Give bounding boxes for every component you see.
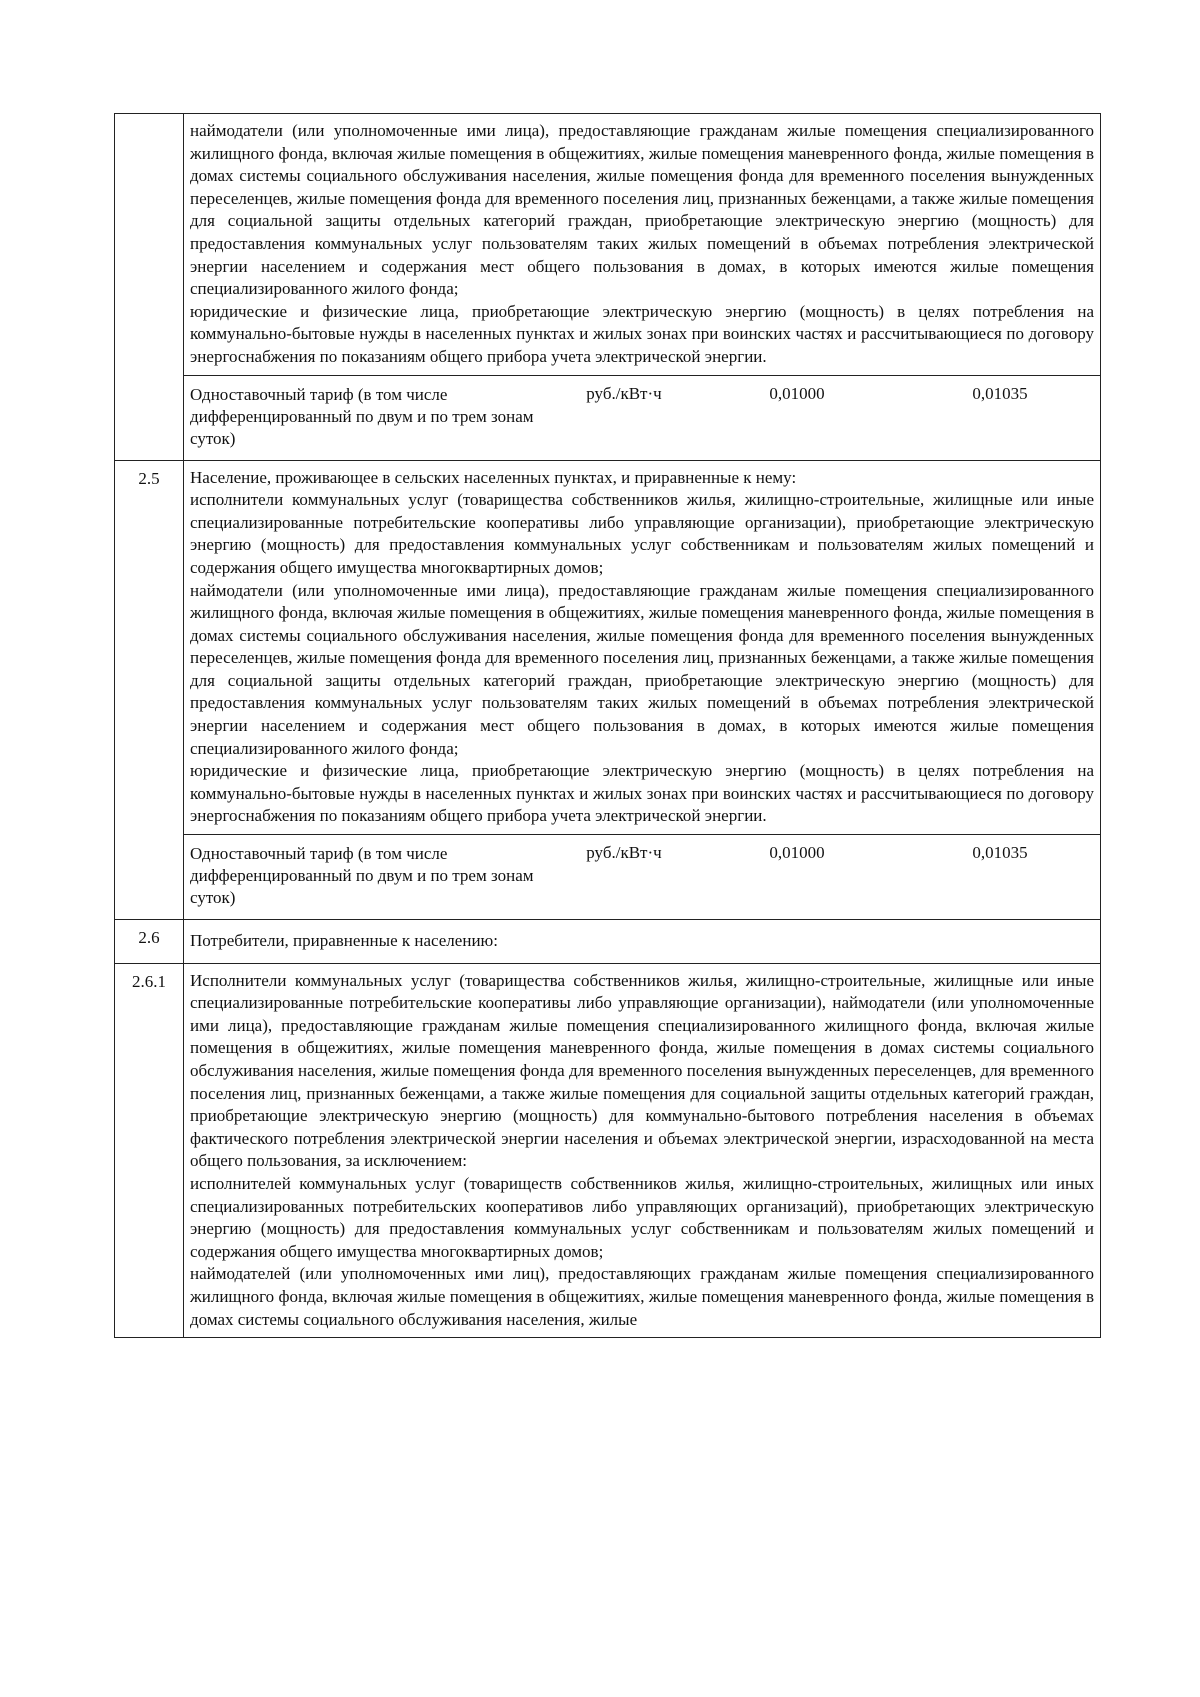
paragraph: юридические и физические лица, приобретающие электрическую энергию (мощность) в целях потребления на коммунально-бытовые нужды в населенных пунктах и жилых зонах при воинских частях и рассчитывающиеся по договору энергоснабжения по показаниям общего прибора учета электрической энергии. xyxy=(190,301,1094,366)
tariff-subtable xyxy=(184,835,1100,919)
row-number: 2.5 xyxy=(115,460,184,920)
table-row xyxy=(115,920,1101,964)
paragraph: Население, проживающее в сельских населенных пунктах, и приравненные к нему: xyxy=(190,467,797,487)
tariff-row xyxy=(115,835,1101,920)
tariff-value-2: 0,01035 xyxy=(972,843,1028,863)
tariff-value-1: 0,01000 xyxy=(769,843,825,863)
tariff-row xyxy=(115,375,1101,460)
category-text-cell xyxy=(184,963,1101,1338)
paragraph: юридические и физические лица, приобретающие электрическую энергию (мощность) в целях потребления на коммунально-бытовые нужды в населенных пунктах и жилых зонах при воинских частях и рассчитывающиеся по договору энергоснабжения по показаниям общего прибора учета электрической энергии. xyxy=(190,761,1094,826)
paragraph: наймодатели (или уполномоченные ими лица), предоставляющие гражданам жилые помещения специализированного жилищного фонда, включая жилые помещения в общежитиях, жилые помещения маневренного фонда, жилые помещения в домах системы социального обслуживания населения, жилые помещения фонда для временного поселения вынужденных переселенцев, жилые помещения фонда для временного поселения лиц, признанных беженцами, а также жилые помещения для социальной защиты отдельных категорий граждан, приобретающие электрическую энергию (мощность) для предоставления коммунальных услуг пользователям таких жилых помещений в объемах потребления электрической энергии населением и содержания мест общего пользования в домах, в которых имеются жилые помещения специализированного жилого фонда; xyxy=(190,580,1094,758)
tariff-value-1: 0,01000 xyxy=(769,383,825,403)
category-text-cell xyxy=(184,114,1101,376)
tariff-unit: руб./кВт·ч xyxy=(586,383,662,403)
table-row xyxy=(115,963,1101,1338)
table-row xyxy=(115,114,1101,376)
tariff-cell xyxy=(184,375,1101,460)
row-number: 2.6.1 xyxy=(115,963,184,1338)
row-number-cell xyxy=(115,114,184,461)
tariff-name: Одноставочный тариф (в том числе дифференцированный по двум и по трем зонам суток) xyxy=(190,384,534,448)
paragraph: наймодатели (или уполномоченные ими лица), предоставляющие гражданам жилые помещения специализированного жилищного фонда, включая жилые помещения в общежитиях, жилые помещения маневренного фонда, жилые помещения в домах системы социального обслуживания населения, жилые помещения фонда для временного поселения вынужденных переселенцев, жилые помещения фонда для временного поселения лиц, признанных беженцами, а также жилые помещения для социальной защиты отдельных категорий граждан, приобретающие электрическую энергию (мощность) для предоставления коммунальных услуг пользователям таких жилых помещений в объемах потребления электрической энергии населением и содержания мест общего пользования в домах, в которых имеются жилые помещения специализированного жилого фонда; xyxy=(190,121,1094,299)
tariff-unit: руб./кВт·ч xyxy=(586,843,662,863)
category-heading: Потребители, приравненные к населению: xyxy=(184,920,1101,964)
paragraph: наймодателей (или уполномоченных ими лиц), предоставляющих гражданам жилые помещения специализированного жилищного фонда, включая жилые помещения в общежитиях, жилые помещения маневренного фонда, жилые помещения в домах системы социального обслуживания населения, жилые xyxy=(190,1264,1094,1329)
paragraph: Исполнители коммунальных услуг (товарищества собственников жилья, жилищно-строительные, жилищные или иные специализированные потребительские кооперативы либо управляющие организации), наймодатели (или уполномоченные ими лица), предоставляющие гражданам жилые помещения специализированного жилищного фонда, включая жилые помещения в общежитиях, жилые помещения маневренного фонда, жилые помещения в домах системы социального обслуживания населения, жилые помещения фонда для временного поселения вынужденных переселенцев, для временного поселения лиц, признанных беженцами, а также жилые помещения для социальной защиты отдельных категорий граждан, приобретающие электрическую энергию (мощность) для коммунально-бытового потребления населения в объемах фактического потребления электрической энергии населения и объемах электрической энергии, израсходованной на места общего пользования, за исключением: xyxy=(190,970,1094,1171)
tariff-document xyxy=(114,113,1100,1338)
tariff-value-2: 0,01035 xyxy=(972,383,1028,403)
tariff-name: Одноставочный тариф (в том числе дифференцированный по двум и по трем зонам суток) xyxy=(190,844,534,908)
paragraph: исполнители коммунальных услуг (товарищества собственников жилья, жилищно-строительные, жилищные или иные специализированные потребительские кооперативы либо управляющие организации), приобретающие электрическую энергию (мощность) для предоставления коммунальных услуг собственникам и пользователям жилых помещений и содержания общего имущества многоквартирных домов; xyxy=(190,490,1094,577)
category-text-cell xyxy=(184,460,1101,835)
tariff-table xyxy=(114,113,1101,1338)
row-number: 2.6 xyxy=(115,920,184,964)
table-row xyxy=(115,460,1101,835)
tariff-cell xyxy=(184,835,1101,920)
paragraph: исполнителей коммунальных услуг (товариществ собственников жилья, жилищно-строительных, жилищных или иных специализированных потребительских кооперативов либо управляющих организаций), приобретающих электрическую энергию (мощность) для предоставления коммунальных услуг собственникам и пользователям жилых помещений и содержания общего имущества многоквартирных домов; xyxy=(190,1173,1094,1261)
tariff-subtable xyxy=(184,376,1100,460)
